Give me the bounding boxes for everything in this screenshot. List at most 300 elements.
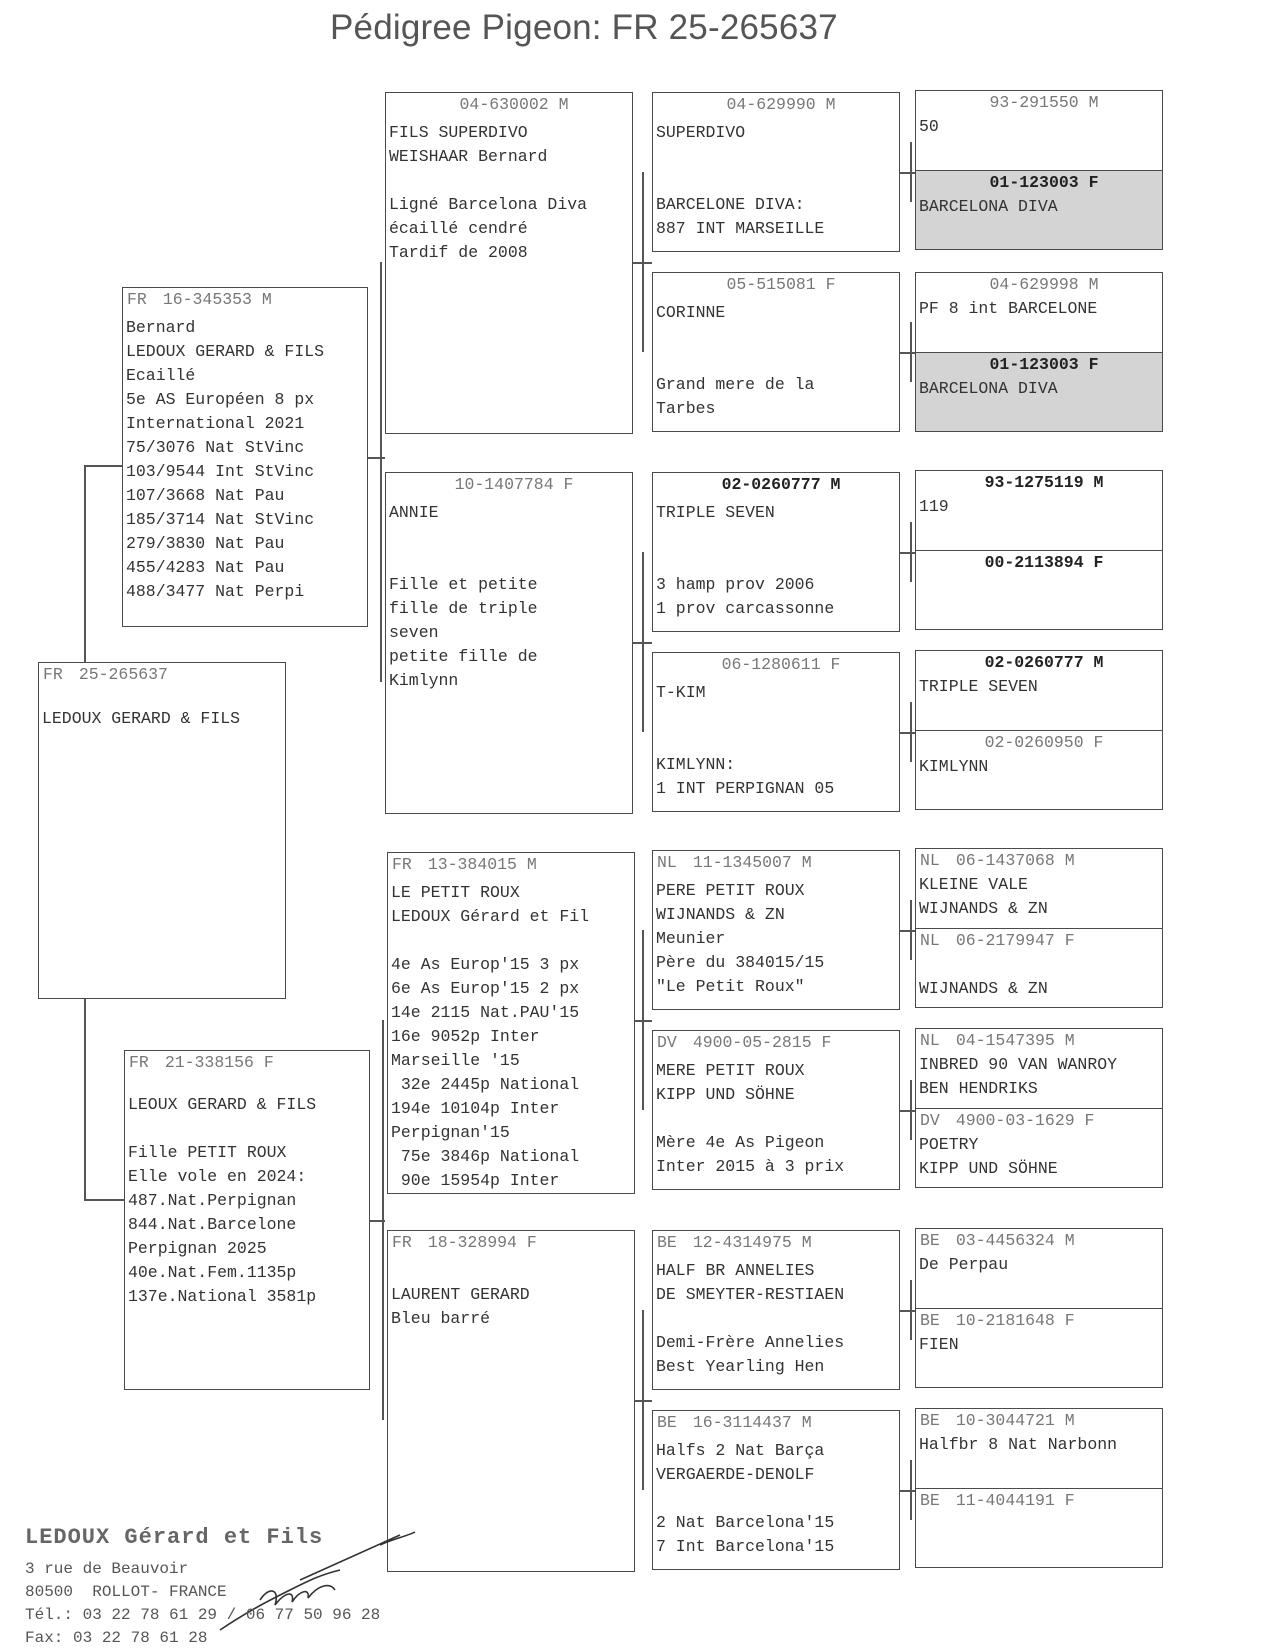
sex-marker: M bbox=[558, 95, 569, 114]
blank-line bbox=[653, 1307, 899, 1331]
breeder-address-block bbox=[25, 1525, 380, 1650]
ring-id: 10-1407784 bbox=[454, 475, 554, 494]
sex-marker: M bbox=[1088, 275, 1099, 294]
pigeon-ring-number bbox=[916, 849, 1162, 873]
note-line: 137e.National 3581p bbox=[128, 1287, 317, 1306]
sex-marker: M bbox=[830, 475, 841, 494]
pigeon-notes bbox=[916, 297, 1162, 321]
note-line: 844.Nat.Barcelone bbox=[128, 1215, 297, 1234]
pigeon-ring-number bbox=[916, 273, 1162, 297]
connector-line bbox=[84, 999, 86, 1199]
pigeon-notes bbox=[916, 755, 1162, 779]
dam-card bbox=[124, 1050, 370, 1390]
note-line: 16e 9052p Inter bbox=[391, 1027, 540, 1046]
ancestor-male bbox=[916, 651, 1162, 730]
note-line: 90e 15954p Inter bbox=[391, 1171, 560, 1190]
sex-marker: F bbox=[1064, 1491, 1075, 1510]
pigeon-notes bbox=[653, 501, 899, 621]
pigeon-notes bbox=[916, 675, 1162, 699]
sex-marker: M bbox=[1088, 93, 1099, 112]
ring-id: 21-338156 bbox=[164, 1053, 254, 1072]
note-line: ANNIE bbox=[389, 503, 439, 522]
note-line: seven bbox=[389, 623, 439, 642]
sex-marker: M bbox=[1064, 1231, 1075, 1250]
blank-line bbox=[653, 169, 899, 193]
ancestor-female bbox=[916, 928, 1162, 1007]
pigeon-ring-number bbox=[916, 353, 1162, 377]
connector-line bbox=[900, 732, 915, 734]
great-grandparent-card bbox=[652, 92, 900, 252]
pigeon-notes bbox=[653, 121, 899, 241]
ring-id: 04-629998 bbox=[989, 275, 1079, 294]
pigeon-notes bbox=[653, 681, 899, 801]
note-line: 6e As Europ'15 2 px bbox=[391, 979, 580, 998]
blank-line bbox=[653, 145, 899, 169]
note-line: POETRY bbox=[919, 1135, 979, 1154]
note-line: BARCELONA DIVA bbox=[919, 379, 1058, 398]
note-line: 1 INT PERPIGNAN 05 bbox=[656, 779, 835, 798]
note-line: LE PETIT ROUX bbox=[391, 883, 520, 902]
great-grandparent-card bbox=[652, 472, 900, 632]
ring-id: 4900-05-2815 bbox=[692, 1033, 812, 1052]
sex-marker: M bbox=[1064, 851, 1075, 870]
note-line: Ecaillé bbox=[126, 366, 196, 385]
sex-marker: M bbox=[1064, 1411, 1075, 1430]
connector-line bbox=[910, 322, 912, 382]
pigeon-ring-number bbox=[916, 471, 1162, 495]
note-line: 32e 2445p National bbox=[391, 1075, 580, 1094]
ring-id: 01-123003 bbox=[989, 355, 1079, 374]
sex-marker: M bbox=[825, 95, 836, 114]
pigeon-notes bbox=[123, 316, 367, 604]
pigeon-notes bbox=[653, 1259, 899, 1379]
ring-id: 04-629990 bbox=[726, 95, 816, 114]
connector-line bbox=[900, 1110, 915, 1112]
connector-line bbox=[910, 142, 912, 202]
connector-line bbox=[910, 702, 912, 762]
note-line: LEDOUX GERARD & FILS bbox=[126, 342, 325, 361]
pigeon-ring-number bbox=[123, 288, 367, 312]
connector-line bbox=[642, 1310, 644, 1490]
note-line: WIJNANDS & ZN bbox=[919, 979, 1048, 998]
ring-id: 10-2181648 bbox=[955, 1311, 1055, 1330]
pigeon-notes bbox=[386, 501, 632, 693]
note-line: 75/3076 Nat StVinc bbox=[126, 438, 305, 457]
note-line: KIPP UND SÖHNE bbox=[919, 1159, 1058, 1178]
blank-line bbox=[653, 349, 899, 373]
sex-marker: F bbox=[1084, 1111, 1095, 1130]
country-code: BE bbox=[920, 1491, 940, 1510]
sex-marker: M bbox=[1064, 1031, 1075, 1050]
note-line: 4e As Europ'15 3 px bbox=[391, 955, 580, 974]
connector-line bbox=[900, 352, 915, 354]
ancestor-female bbox=[916, 1308, 1162, 1387]
note-line: 119 bbox=[919, 497, 949, 516]
sex-marker: F bbox=[1088, 355, 1099, 374]
connector-line bbox=[910, 1460, 912, 1520]
note-line: 103/9544 Int StVinc bbox=[126, 462, 315, 481]
pigeon-ring-number bbox=[653, 93, 899, 117]
ancestor-female bbox=[916, 352, 1162, 431]
note-line: MERE PETIT ROUX bbox=[656, 1061, 805, 1080]
sex-marker: F bbox=[1093, 733, 1104, 752]
ancestor-male bbox=[916, 849, 1162, 928]
ring-id: 11-1345007 bbox=[692, 853, 792, 872]
country-code: NL bbox=[920, 931, 940, 950]
pigeon-ring-number bbox=[916, 171, 1162, 195]
pigeon-ring-number bbox=[386, 93, 632, 117]
pigeon-ring-number bbox=[388, 853, 634, 877]
pigeon-notes bbox=[916, 1253, 1162, 1277]
pigeon-ring-number bbox=[916, 1229, 1162, 1253]
pigeon-ring-number bbox=[916, 1109, 1162, 1133]
note-line: Fille et petite bbox=[389, 575, 538, 594]
blank-line bbox=[653, 705, 899, 729]
note-line: Bernard bbox=[126, 318, 196, 337]
connector-line bbox=[380, 262, 382, 682]
connector-line bbox=[900, 930, 915, 932]
note-line: 279/3830 Nat Pau bbox=[126, 534, 285, 553]
note-line: 1 prov carcassonne bbox=[656, 599, 835, 618]
great-grandparent-card bbox=[652, 1030, 900, 1190]
pigeon-ring-number bbox=[653, 273, 899, 297]
sex-marker: F bbox=[1064, 931, 1075, 950]
ring-id: 01-123003 bbox=[989, 173, 1079, 192]
country-code: BE bbox=[657, 1233, 677, 1252]
note-line: 14e 2115 Nat.PAU'15 bbox=[391, 1003, 580, 1022]
sex-marker: M bbox=[801, 1413, 812, 1432]
pigeon-notes bbox=[125, 1093, 369, 1309]
grandparent-card bbox=[385, 92, 633, 434]
ancestor-male bbox=[916, 1229, 1162, 1308]
pigeon-notes bbox=[916, 1433, 1162, 1457]
pigeon-notes bbox=[916, 495, 1162, 519]
note-line: 5e AS Européen 8 px bbox=[126, 390, 315, 409]
pigeon-ring-number bbox=[653, 1031, 899, 1055]
ancestor-male bbox=[916, 1409, 1162, 1488]
note-line: KIMLYNN: bbox=[656, 755, 736, 774]
ring-id: 04-1547395 bbox=[955, 1031, 1055, 1050]
ancestor-pair-card bbox=[915, 470, 1163, 630]
note-line: KIMLYNN bbox=[919, 757, 989, 776]
pigeon-ring-number bbox=[125, 1051, 369, 1075]
sex-marker: F bbox=[830, 655, 841, 674]
sex-marker: M bbox=[261, 290, 272, 309]
note-line: LEDOUX GERARD & FILS bbox=[42, 709, 241, 728]
ring-id: 93-291550 bbox=[989, 93, 1079, 112]
note-line: T-KIM bbox=[656, 683, 706, 702]
pigeon-ring-number bbox=[916, 1029, 1162, 1053]
note-line: De Perpau bbox=[919, 1255, 1009, 1274]
great-grandparent-card bbox=[652, 652, 900, 812]
blank-line bbox=[653, 525, 899, 549]
sex-marker: F bbox=[526, 1233, 537, 1252]
blank-line bbox=[386, 525, 632, 549]
note-line: WEISHAAR Bernard bbox=[389, 147, 548, 166]
note-line: WIJNANDS & ZN bbox=[656, 905, 785, 924]
note-line: fille de triple bbox=[389, 599, 538, 618]
ring-id: 25-265637 bbox=[78, 665, 168, 684]
note-line: 107/3668 Nat Pau bbox=[126, 486, 285, 505]
ancestor-female bbox=[916, 550, 1162, 629]
ring-id: 02-0260950 bbox=[984, 733, 1084, 752]
country-code: FR bbox=[392, 855, 412, 874]
connector-line bbox=[368, 457, 385, 459]
connector-line bbox=[382, 1020, 384, 1420]
note-line: Mère 4e As Pigeon bbox=[656, 1133, 825, 1152]
pigeon-notes bbox=[916, 1053, 1162, 1101]
ancestor-male bbox=[916, 471, 1162, 550]
country-code: FR bbox=[127, 290, 147, 309]
note-line: 2 Nat Barcelona'15 bbox=[656, 1513, 835, 1532]
pigeon-ring-number bbox=[916, 731, 1162, 755]
sex-marker: M bbox=[1093, 653, 1104, 672]
sire-card bbox=[122, 287, 368, 627]
pigeon-ring-number bbox=[916, 929, 1162, 953]
blank-line bbox=[386, 549, 632, 573]
blank-line bbox=[653, 729, 899, 753]
country-code: BE bbox=[920, 1411, 940, 1430]
ancestor-pair-card bbox=[915, 1028, 1163, 1188]
country-code: NL bbox=[920, 1031, 940, 1050]
grandparent-card bbox=[387, 852, 635, 1194]
note-line: International 2021 bbox=[126, 414, 305, 433]
note-line: TRIPLE SEVEN bbox=[919, 677, 1038, 696]
country-code: BE bbox=[657, 1413, 677, 1432]
pigeon-notes bbox=[916, 1333, 1162, 1357]
ring-id: 06-1280611 bbox=[721, 655, 821, 674]
note-line: 7 Int Barcelona'15 bbox=[656, 1537, 835, 1556]
country-code: BE bbox=[920, 1311, 940, 1330]
note-line: BEN HENDRIKS bbox=[919, 1079, 1038, 1098]
note-line: SUPERDIVO bbox=[656, 123, 746, 142]
pigeon-notes bbox=[39, 707, 285, 731]
pigeon-notes bbox=[653, 1059, 899, 1179]
ancestor-pair-card bbox=[915, 90, 1163, 250]
connector-line bbox=[900, 172, 915, 174]
pigeon-ring-number bbox=[916, 1489, 1162, 1513]
ancestor-pair-card bbox=[915, 650, 1163, 810]
note-line: FILS SUPERDIVO bbox=[389, 123, 528, 142]
pigeon-notes bbox=[916, 195, 1162, 219]
note-line: CORINNE bbox=[656, 303, 726, 322]
pigeon-ring-number bbox=[653, 851, 899, 875]
pigeon-notes bbox=[386, 121, 632, 265]
blank-line bbox=[653, 1107, 899, 1131]
pigeon-notes bbox=[916, 115, 1162, 139]
note-line: VERGAERDE-DENOLF bbox=[656, 1465, 815, 1484]
note-line: INBRED 90 VAN WANROY bbox=[919, 1055, 1118, 1074]
note-line: Halfbr 8 Nat Narbonn bbox=[919, 1435, 1118, 1454]
note-line: WIJNANDS & ZN bbox=[919, 899, 1048, 918]
ancestor-male bbox=[916, 1029, 1162, 1108]
connector-line bbox=[84, 465, 122, 467]
sex-marker: M bbox=[1093, 473, 1104, 492]
blank-line bbox=[386, 169, 632, 193]
address-line: 3 rue de Beauvoir bbox=[25, 1560, 189, 1578]
ancestor-female bbox=[916, 730, 1162, 809]
note-line: KLEINE VALE bbox=[919, 875, 1028, 894]
connector-line bbox=[84, 1199, 124, 1201]
pigeon-notes bbox=[916, 377, 1162, 401]
country-code: DV bbox=[657, 1033, 677, 1052]
fax-line: Fax: 03 22 78 61 28 bbox=[25, 1629, 208, 1647]
ancestor-female bbox=[916, 1488, 1162, 1567]
connector-line bbox=[910, 1080, 912, 1140]
ring-id: 06-2179947 bbox=[955, 931, 1055, 950]
blank-line bbox=[916, 953, 1162, 977]
country-code: NL bbox=[657, 853, 677, 872]
pigeon-notes bbox=[916, 873, 1162, 921]
pigeon-ring-number bbox=[388, 1231, 634, 1255]
note-line: LEDOUX Gérard et Fil bbox=[391, 907, 590, 926]
country-code: NL bbox=[920, 851, 940, 870]
ring-id: 04-630002 bbox=[459, 95, 549, 114]
blank-line bbox=[388, 1259, 634, 1283]
sex-marker: F bbox=[821, 1033, 832, 1052]
pigeon-ring-number bbox=[916, 551, 1162, 575]
blank-line bbox=[653, 1487, 899, 1511]
ancestor-pair-card bbox=[915, 1228, 1163, 1388]
note-line: écaillé cendré bbox=[389, 219, 528, 238]
note-line: Demi-Frère Annelies bbox=[656, 1333, 845, 1352]
ring-id: 93-1275119 bbox=[984, 473, 1084, 492]
connector-line bbox=[642, 172, 644, 352]
ancestor-female bbox=[916, 170, 1162, 249]
note-line: Halfs 2 Nat Barça bbox=[656, 1441, 825, 1460]
note-line: Best Yearling Hen bbox=[656, 1357, 825, 1376]
connector-line bbox=[910, 900, 912, 960]
connector-line bbox=[910, 1280, 912, 1340]
note-line: Ligné Barcelona Diva bbox=[389, 195, 588, 214]
pigeon-notes bbox=[653, 301, 899, 421]
country-code: BE bbox=[920, 1231, 940, 1250]
note-line: PF 8 int BARCELONE bbox=[919, 299, 1098, 318]
note-line: Perpignan 2025 bbox=[128, 1239, 267, 1258]
ring-id: 10-3044721 bbox=[955, 1411, 1055, 1430]
sex-marker: F bbox=[1088, 173, 1099, 192]
pigeon-ring-number bbox=[916, 651, 1162, 675]
note-line: Elle vole en 2024: bbox=[128, 1167, 307, 1186]
country-code: DV bbox=[920, 1111, 940, 1130]
sex-marker: M bbox=[526, 855, 537, 874]
ring-id: 02-0260777 bbox=[721, 475, 821, 494]
pigeon-ring-number bbox=[653, 1231, 899, 1255]
subject-pigeon-card bbox=[38, 662, 286, 999]
sex-marker: F bbox=[263, 1053, 274, 1072]
ring-id: 18-328994 bbox=[427, 1233, 517, 1252]
note-line: DE SMEYTER-RESTIAEN bbox=[656, 1285, 845, 1304]
note-line: 487.Nat.Perpignan bbox=[128, 1191, 297, 1210]
ring-id: 4900-03-1629 bbox=[955, 1111, 1075, 1130]
pigeon-ring-number bbox=[39, 663, 285, 687]
note-line: FIEN bbox=[919, 1335, 959, 1354]
pigeon-ring-number bbox=[916, 1409, 1162, 1433]
ancestor-male bbox=[916, 91, 1162, 170]
ancestor-female bbox=[916, 1108, 1162, 1187]
ring-id: 06-1437068 bbox=[955, 851, 1055, 870]
note-line: LAURENT GERARD bbox=[391, 1285, 530, 1304]
country-code: FR bbox=[392, 1233, 412, 1252]
ring-id: 05-515081 bbox=[726, 275, 816, 294]
sex-marker: M bbox=[801, 853, 812, 872]
connector-line bbox=[84, 465, 86, 662]
note-line: 185/3714 Nat StVinc bbox=[126, 510, 315, 529]
pigeon-ring-number bbox=[916, 1309, 1162, 1333]
ancestor-pair-card bbox=[915, 1408, 1163, 1568]
connector-line bbox=[900, 552, 915, 554]
blank-line bbox=[653, 549, 899, 573]
ring-id: 12-4314975 bbox=[692, 1233, 792, 1252]
breeder-name: LEDOUX Gérard et Fils bbox=[25, 1525, 324, 1550]
note-line: Grand mere de la bbox=[656, 375, 815, 394]
ancestor-male bbox=[916, 273, 1162, 352]
pigeon-notes bbox=[388, 1259, 634, 1331]
connector-line bbox=[642, 930, 644, 1110]
phone-line: Tél.: 03 22 78 61 29 / 06 77 50 96 28 bbox=[25, 1606, 381, 1624]
note-line: TRIPLE SEVEN bbox=[656, 503, 775, 522]
note-line: Perpignan'15 bbox=[391, 1123, 510, 1142]
connector-line bbox=[642, 552, 644, 732]
grandparent-card bbox=[385, 472, 633, 814]
ring-id: 11-4044191 bbox=[955, 1491, 1055, 1510]
note-line: Inter 2015 à 3 prix bbox=[656, 1157, 845, 1176]
great-grandparent-card bbox=[652, 272, 900, 432]
ring-id: 02-0260777 bbox=[984, 653, 1084, 672]
note-line: LEOUX GERARD & FILS bbox=[128, 1095, 317, 1114]
ancestor-pair-card bbox=[915, 272, 1163, 432]
note-line: Kimlynn bbox=[389, 671, 459, 690]
note-line: BARCELONE DIVA: bbox=[656, 195, 805, 214]
blank-line bbox=[125, 1117, 369, 1141]
note-line: Meunier bbox=[656, 929, 726, 948]
blank-line bbox=[653, 325, 899, 349]
sex-marker: F bbox=[563, 475, 574, 494]
sex-marker: F bbox=[1064, 1311, 1075, 1330]
note-line: "Le Petit Roux" bbox=[656, 977, 805, 996]
note-line: Marseille '15 bbox=[391, 1051, 520, 1070]
pigeon-notes bbox=[916, 1133, 1162, 1181]
note-line: 887 INT MARSEILLE bbox=[656, 219, 825, 238]
ring-id: 16-3114437 bbox=[692, 1413, 792, 1432]
grandparent-card bbox=[387, 1230, 635, 1572]
note-line: PERE PETIT ROUX bbox=[656, 881, 805, 900]
pigeon-ring-number bbox=[916, 91, 1162, 115]
note-line: 194e 10104p Inter bbox=[391, 1099, 560, 1118]
pigeon-ring-number bbox=[386, 473, 632, 497]
note-line: 75e 3846p National bbox=[391, 1147, 580, 1166]
ring-id: 16-345353 bbox=[162, 290, 252, 309]
connector-line bbox=[910, 522, 912, 582]
sex-marker: M bbox=[801, 1233, 812, 1252]
note-line: 50 bbox=[919, 117, 939, 136]
note-line: Bleu barré bbox=[391, 1309, 491, 1328]
pigeon-notes bbox=[916, 953, 1162, 1001]
sex-marker: F bbox=[1093, 553, 1104, 572]
connector-line bbox=[900, 1490, 915, 1492]
great-grandparent-card bbox=[652, 850, 900, 1010]
page-title: Pédigree Pigeon: FR 25-265637 bbox=[330, 8, 838, 47]
pigeon-ring-number bbox=[653, 1411, 899, 1435]
pigeon-notes bbox=[388, 881, 634, 1193]
note-line: 455/4283 Nat Pau bbox=[126, 558, 285, 577]
ring-id: 13-384015 bbox=[427, 855, 517, 874]
pigeon-notes bbox=[653, 879, 899, 999]
note-line: BARCELONA DIVA bbox=[919, 197, 1058, 216]
note-line: 488/3477 Nat Perpi bbox=[126, 582, 305, 601]
note-line: petite fille de bbox=[389, 647, 538, 666]
pigeon-ring-number bbox=[653, 653, 899, 677]
